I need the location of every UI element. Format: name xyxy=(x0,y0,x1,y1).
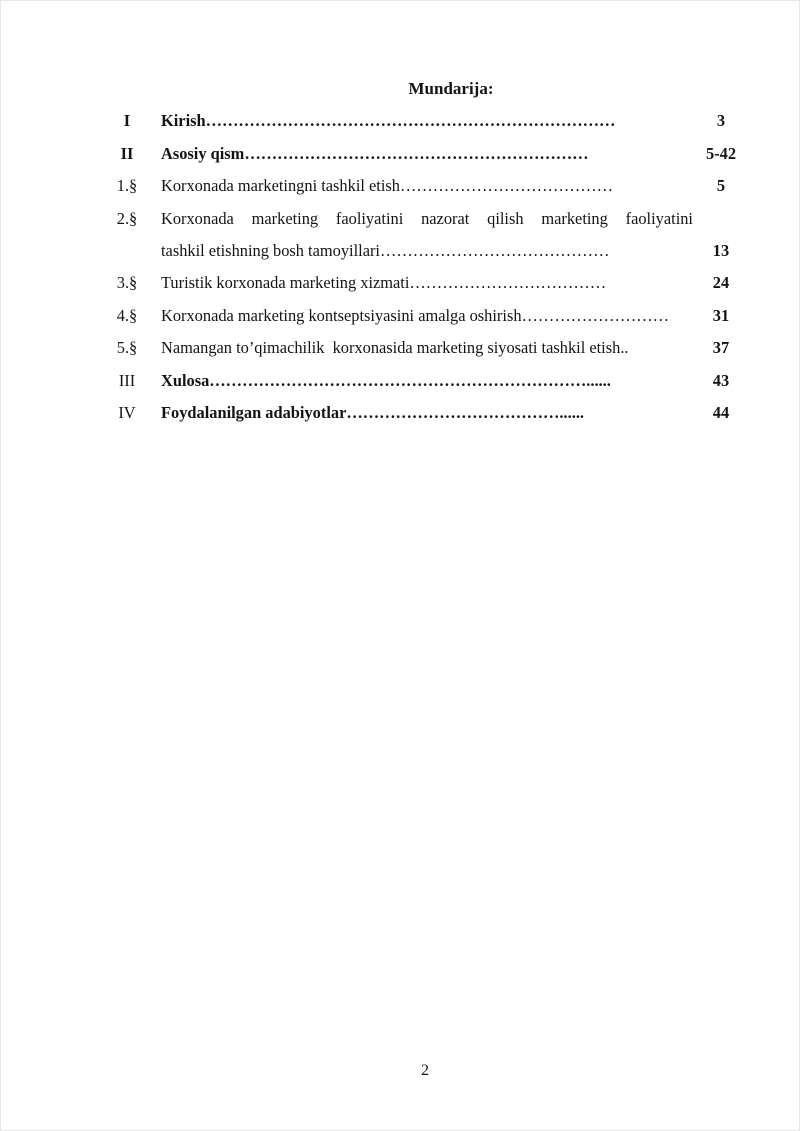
toc-title-row xyxy=(101,73,749,105)
entry-number: 1.§ xyxy=(116,176,138,196)
entry-label: Foydalanilgan adabiyotlar xyxy=(161,403,347,423)
entry-label: tashkil etishning bosh tamoyillari xyxy=(161,241,380,261)
entry-number: III xyxy=(118,370,136,390)
entry-label-line1: Korxonada marketing faoliyatini nazorat qilish marketing faoliyatini xyxy=(161,208,693,228)
dot-leader: ………………………………… xyxy=(399,176,614,196)
entry-number: 4.§ xyxy=(116,305,138,325)
entry-page-number: 3 xyxy=(716,111,726,131)
entry-page-number: 43 xyxy=(712,370,730,390)
entry-page-number: 5-42 xyxy=(705,143,737,163)
entry-number: II xyxy=(120,143,134,163)
entry-number: 3.§ xyxy=(116,273,138,293)
entry-title xyxy=(153,267,693,299)
entry-page-number xyxy=(693,203,749,268)
entry-number: I xyxy=(123,111,131,131)
table-of-contents xyxy=(101,73,749,429)
entry-label: Asosiy qism xyxy=(161,143,245,163)
entry-label: Kirish xyxy=(161,111,206,131)
entry-page-number: 31 xyxy=(712,305,730,325)
toc-entry-1 xyxy=(101,170,749,202)
entry-title xyxy=(153,138,693,170)
toc-entry-adabiyotlar xyxy=(101,397,749,429)
toc-heading: Mundarija: xyxy=(408,79,494,98)
entry-title xyxy=(153,365,693,397)
dot-leader: ……………………………………………………… xyxy=(244,143,589,163)
entry-label: Namangan to’qimachilik korxonasida marketing siyosati tashkil etish xyxy=(161,338,621,358)
dot-leader: ……………………… xyxy=(521,305,670,325)
entry-title xyxy=(153,105,693,137)
entry-title xyxy=(153,332,693,364)
entry-title xyxy=(153,300,693,332)
entry-label: Korxonada marketing kontseptsiyasini amalga oshirish xyxy=(161,305,522,325)
toc-entry-5 xyxy=(101,332,749,364)
entry-label: Turistik korxonada marketing xizmati xyxy=(161,273,410,293)
dot-leader: ……………………………… xyxy=(409,273,607,293)
entry-page-number: 44 xyxy=(712,403,730,423)
toc-entry-2 xyxy=(101,203,749,268)
footer-page-number: 2 xyxy=(421,1062,429,1079)
entry-page-number: 5 xyxy=(716,176,726,196)
dot-leader: .. xyxy=(620,338,629,358)
dot-leader: …………………………………… xyxy=(379,241,610,261)
dot-leader: ………………………………………………………………… xyxy=(205,111,616,131)
entry-number: IV xyxy=(118,403,136,423)
page-number-value: 13 xyxy=(712,241,730,261)
entry-title xyxy=(153,203,693,268)
dot-leader: ……………………………………………………………...... xyxy=(209,370,611,390)
dot-leader: …………………………………...... xyxy=(346,403,585,423)
entry-number: 2.§ xyxy=(116,208,138,228)
entry-label-line2 xyxy=(161,235,693,267)
toc-entry-4 xyxy=(101,300,749,332)
entry-page-number: 24 xyxy=(712,273,730,293)
toc-entry-3 xyxy=(101,267,749,299)
toc-entry-kirish xyxy=(101,105,749,137)
numbering-column-spacer xyxy=(101,73,153,105)
entry-title xyxy=(153,170,693,202)
entry-label: Xulosa xyxy=(161,370,210,390)
entry-title xyxy=(153,397,693,429)
toc-entry-xulosa xyxy=(101,365,749,397)
entry-number: 5.§ xyxy=(116,338,138,358)
toc-entry-asosiy-qism xyxy=(101,138,749,170)
entry-label: Korxonada marketingni tashkil etish xyxy=(161,176,400,196)
entry-page-number: 37 xyxy=(712,338,730,358)
